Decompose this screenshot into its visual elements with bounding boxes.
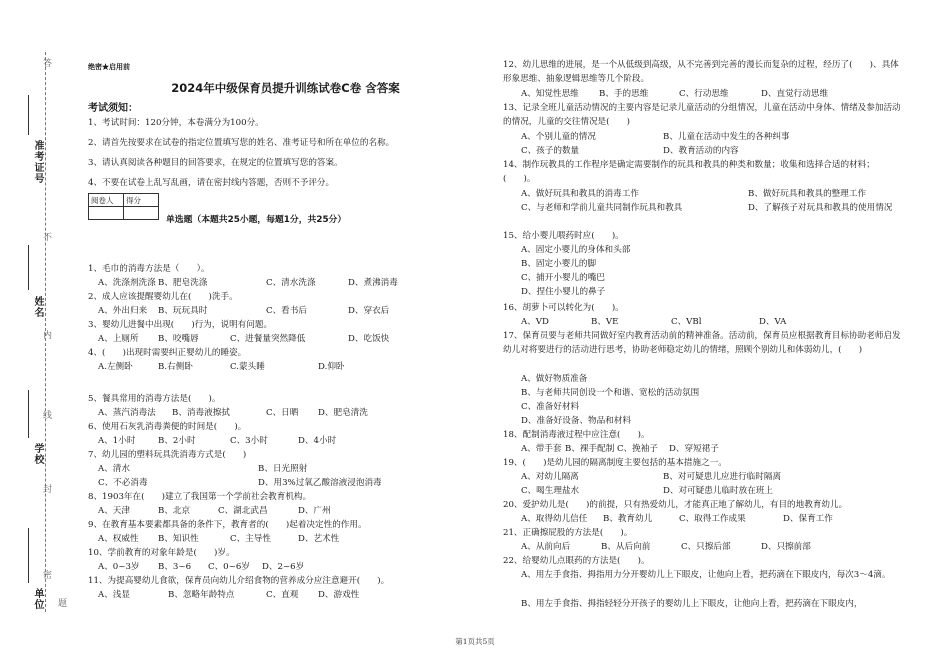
answer-option: B、2小时 bbox=[158, 436, 196, 446]
answer-option: C、0~6岁 bbox=[208, 562, 250, 572]
seal-char: 题 bbox=[56, 598, 66, 607]
answer-option: D、直觉行动思维 bbox=[761, 89, 829, 99]
answer-option: B、教育幼儿 bbox=[603, 514, 653, 524]
binding-margin bbox=[0, 0, 66, 671]
answer-option: C、主导性 bbox=[230, 534, 271, 544]
question-text: 13、记录全班儿童活动情况的主要内容是记录儿童活动的分组情况，儿童在活动中身体、情绪及参加活动的情况，儿童的交往情况是( ) bbox=[503, 103, 901, 128]
answer-option: C、准备好材料 bbox=[521, 402, 580, 412]
answer-option: B.右侧卧 bbox=[158, 362, 193, 372]
answer-option: C、不必消毒 bbox=[98, 478, 148, 488]
question-text: 4、( )出现时需要纠正婴幼儿的睡姿。 bbox=[88, 348, 247, 358]
notice-item: 4、不要在试卷上乱写乱画，请在密封线内答题，否则不予评分。 bbox=[88, 178, 335, 188]
answer-option: C、湖北武昌 bbox=[218, 506, 268, 516]
notice-item: 2、请首先按要求在试卷的指定位置填写您的姓名、准考证号和所在单位的名称。 bbox=[88, 138, 395, 148]
answer-option: D、教育活动的内容 bbox=[663, 146, 739, 156]
question-text: 10、学前教育的对象年龄是( )岁。 bbox=[88, 548, 235, 558]
answer-option: D、穿衣后 bbox=[348, 306, 390, 316]
answer-option: B、儿童在活动中发生的各种纠事 bbox=[663, 132, 790, 142]
answer-option: B、消毒液擦拭 bbox=[172, 408, 230, 418]
answer-option: C、挽袖子 bbox=[617, 444, 658, 454]
section-heading: 单选题（本题共25小题，每题1分，共25分） bbox=[166, 215, 347, 225]
unit-underline bbox=[28, 528, 29, 583]
answer-option: C.蒙头睡 bbox=[230, 362, 265, 372]
answer-option: C、喝生理盐水 bbox=[521, 486, 580, 496]
answer-option: C、看书后 bbox=[266, 306, 307, 316]
answer-option: A、浅显 bbox=[98, 590, 130, 600]
answer-option: C、取得工作成果 bbox=[679, 514, 746, 524]
answer-option: A、1小时 bbox=[98, 436, 136, 446]
answer-option: B、手的思维 bbox=[599, 89, 649, 99]
question-text: 9、在教育基本要素都具备的条件下，教育者的( )起着决定性的作用。 bbox=[88, 520, 367, 530]
answer-option: D、肥皂清洗 bbox=[318, 408, 368, 418]
answer-option: D、用3%过氧乙酸溶液浸泡消毒 bbox=[258, 478, 382, 488]
answer-option: D、保育工作 bbox=[783, 514, 833, 524]
answer-option: C、行动思维 bbox=[679, 89, 729, 99]
answer-option: A、用左手食指、拇指用力分开婴幼儿上下眼皮，让他向上看，把药滴在下眼皮内，每次3～4滴。 bbox=[521, 570, 891, 580]
question-text: 2、成人应该提醒婴幼儿在( )洗手。 bbox=[88, 292, 238, 302]
notice-item: 1、考试时间：120分钟，本卷满分为100分。 bbox=[88, 118, 264, 128]
answer-option: A、取得幼儿信任 bbox=[521, 514, 588, 524]
answer-option: A、固定小婴儿的身体和头部 bbox=[521, 245, 631, 255]
answer-option: B、做好玩具和教具的整理工作 bbox=[748, 189, 867, 199]
answer-option: A、个别儿童的情况 bbox=[521, 132, 596, 142]
seal-char: 答 bbox=[41, 58, 51, 67]
question-text: 12、幼儿思维的进展，是一个从低级到高级，从不完善到完善的漫长而复杂的过程，经历了( )、具体形象思维、抽象逻辑思维等几个阶段。 bbox=[503, 60, 899, 85]
answer-option: A、外出归来 bbox=[98, 306, 148, 316]
unit-label: 单位 bbox=[32, 588, 43, 610]
answer-option: C、VBl bbox=[671, 317, 702, 327]
question-text: 20、爱护幼儿是( )的前提，只有热爱幼儿，才能真正地了解幼儿，有目的地教育幼儿。 bbox=[503, 500, 848, 510]
answer-option: D、煮沸消毒 bbox=[348, 278, 398, 288]
answer-option: A、洗涤剂洗涤 bbox=[98, 278, 156, 288]
answer-option: C、只擦后部 bbox=[681, 542, 731, 552]
grader-cell bbox=[89, 207, 124, 220]
answer-option: D、2~6岁 bbox=[262, 562, 305, 572]
answer-option: A、对幼儿隔离 bbox=[521, 472, 579, 482]
answer-option: D、吃饭快 bbox=[348, 334, 390, 344]
school-label: 学校 bbox=[32, 443, 43, 465]
answer-option: D、4小时 bbox=[298, 436, 337, 446]
score-label: 得分 bbox=[124, 194, 159, 207]
answer-option: C、3小时 bbox=[230, 436, 268, 446]
answer-option: B、固定小婴儿的脚 bbox=[521, 259, 597, 269]
question-text: 11、为提高婴幼儿食欲，保育员向幼儿介绍食物的营养成分应注意避开( )。 bbox=[88, 576, 390, 586]
seal-char: 密 bbox=[41, 570, 51, 579]
question-text: 3、婴幼儿进餐中出现( )行为，说明有问题。 bbox=[88, 320, 273, 330]
answer-option: A、蒸汽消毒法 bbox=[98, 408, 156, 418]
answer-option: A.左侧卧 bbox=[98, 362, 133, 372]
answer-option: A、做好玩具和教具的消毒工作 bbox=[521, 189, 639, 199]
answer-option: A、上厕所 bbox=[98, 334, 139, 344]
answer-option: A、带手套 bbox=[521, 444, 562, 454]
question-text: 21、正确擦屁股的方法是( )。 bbox=[503, 528, 633, 538]
score-box bbox=[88, 193, 159, 220]
question-text: 7、幼儿园的塑料玩具洗消毒方式是( ) bbox=[88, 450, 247, 460]
answer-option: D、广州 bbox=[298, 506, 331, 516]
answer-option: A、权威性 bbox=[98, 534, 139, 544]
answer-option: B、北京 bbox=[158, 506, 191, 516]
seal-char: 线 bbox=[41, 410, 51, 419]
answer-option: D、艺术性 bbox=[298, 534, 340, 544]
answer-option: D、准备好设备、物品和材料 bbox=[521, 416, 632, 426]
seal-char: 内 bbox=[41, 330, 51, 339]
seal-char: 封 bbox=[41, 484, 51, 493]
name-label: 姓名 bbox=[32, 296, 43, 318]
answer-option: C、与老师和学前儿童共同制作玩具和教具 bbox=[521, 203, 683, 213]
answer-option: B、用左手食指、拇指轻轻分开孩子的婴幼儿上下眼皮，让他向上看，把药滴在下眼皮内， bbox=[521, 599, 863, 609]
question-text: 14、制作玩教具的工作程序是确定需要制作的玩具和教具的种类和数量；收集和选择合适的材料；( )。 bbox=[503, 160, 875, 185]
answer-option: B、知识性 bbox=[158, 534, 199, 544]
answer-option: B、与老师共同创设一个和谐、宽松的活动氛围 bbox=[521, 388, 700, 398]
answer-option: B、VE bbox=[591, 317, 619, 327]
answer-option: A、清水 bbox=[98, 464, 130, 474]
answer-option: D、捏住小婴儿的鼻子 bbox=[521, 287, 606, 297]
score-cell bbox=[124, 207, 159, 220]
exam-number-label: 准考证号 bbox=[32, 140, 43, 184]
answer-option: B、玩玩具时 bbox=[158, 306, 208, 316]
page-footer: 第1页共5页 bbox=[455, 637, 495, 646]
answer-option: B、对可疑患儿应进行临时隔离 bbox=[663, 472, 782, 482]
question-text: 8、1903年在( )建立了我国第一个学前社会教育机构。 bbox=[88, 492, 312, 502]
answer-option: D、对可疑患儿临时放在班上 bbox=[663, 486, 774, 496]
answer-option: C、日晒 bbox=[266, 408, 299, 418]
answer-option: A、VD bbox=[521, 317, 549, 327]
question-text: 22、给婴幼儿点眼药的方法是( )。 bbox=[503, 556, 650, 566]
answer-option: C、直观 bbox=[266, 590, 299, 600]
seal-char: 不 bbox=[41, 232, 51, 241]
answer-option: B、日光照射 bbox=[258, 464, 308, 474]
answer-option: A、做好物质准备 bbox=[521, 374, 588, 384]
notice-heading: 考试须知： bbox=[88, 103, 138, 114]
answer-option: D、只擦前部 bbox=[761, 542, 811, 552]
secret-mark: 绝密★启用前 bbox=[88, 62, 130, 71]
answer-option: C、清水洗涤 bbox=[266, 278, 316, 288]
question-text: 6、使用石灰乳消毒粪便的时间是( )。 bbox=[88, 422, 247, 432]
answer-option: B、咬嘴唇 bbox=[158, 334, 199, 344]
answer-option: D、了解孩子对玩具和教具的使用情况 bbox=[748, 203, 893, 213]
grader-label: 阅卷人 bbox=[89, 194, 124, 207]
question-text: 17、保育员要与老师共同做好室内教育活动前的精神准备。活动前，保育员应根据教育目标协助老师启发幼儿对将要进行的活动进行思考，协助老师稳定幼儿的情绪，照顾个别幼儿和体弱幼儿，( ) bbox=[503, 331, 901, 356]
answer-option: C、孩子的数量 bbox=[521, 146, 580, 156]
exam-number-underline bbox=[28, 95, 29, 135]
question-text: 19、( )是幼儿园的隔离制度主要包括的基本措施之一。 bbox=[503, 458, 727, 468]
question-text: 5、餐具常用的消毒方法是( )。 bbox=[88, 394, 221, 404]
school-underline bbox=[28, 390, 29, 438]
answer-option: D、游戏性 bbox=[318, 590, 360, 600]
answer-option: B、裸手配制 bbox=[565, 444, 615, 454]
answer-option: B、肥皂洗涤 bbox=[158, 278, 208, 288]
page-title: 2024年中级保育员提升训练试卷C卷 含答案 bbox=[171, 81, 400, 95]
answer-option: B、忽略年龄特点 bbox=[168, 590, 235, 600]
answer-option: C、进餐量突然降低 bbox=[230, 334, 306, 344]
answer-option: D、穿短裙子 bbox=[669, 444, 719, 454]
question-text: 16、胡萝卜可以转化为( )。 bbox=[503, 303, 624, 313]
answer-option: A、天津 bbox=[98, 506, 130, 516]
question-text: 15、给小婴儿喂药时应( )。 bbox=[503, 231, 624, 241]
question-text: 1、毛巾的消毒方法是（ ）。 bbox=[88, 264, 210, 274]
answer-option: B、从后向前 bbox=[601, 542, 651, 552]
answer-option: B、3~6 bbox=[158, 562, 192, 572]
answer-option: A、0~3岁 bbox=[98, 562, 140, 572]
question-text: 18、配制消毒液过程中应注意( )。 bbox=[503, 430, 650, 440]
name-underline bbox=[28, 245, 29, 290]
answer-option: C、捕开小婴儿的嘴巴 bbox=[521, 273, 605, 283]
answer-option: A、知觉性思维 bbox=[521, 89, 579, 99]
answer-option: D、VA bbox=[759, 317, 787, 327]
answer-option: A、从前向后 bbox=[521, 542, 571, 552]
notice-item: 3、请认真阅读各种题目的回答要求，在规定的位置填写您的答案。 bbox=[88, 158, 343, 168]
answer-option: D.仰卧 bbox=[318, 362, 345, 372]
